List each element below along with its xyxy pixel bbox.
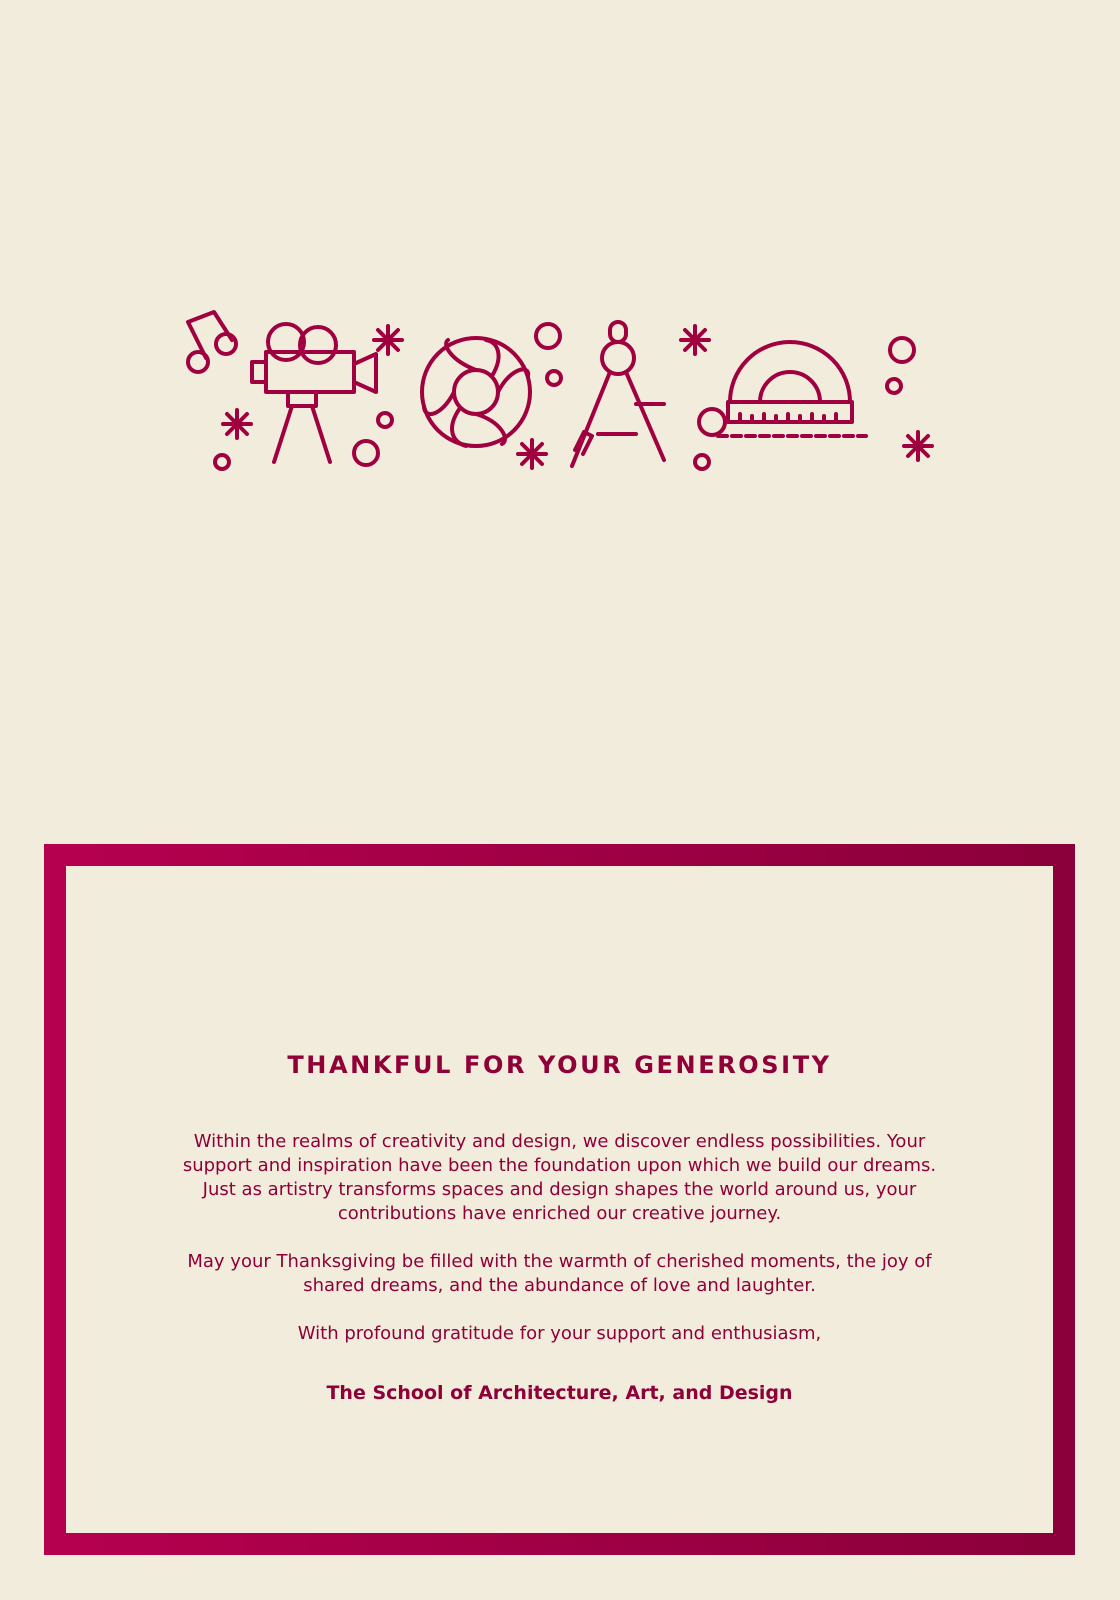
- card-heading: THANKFUL FOR YOUR GENEROSITY: [287, 1051, 832, 1079]
- closing-line: With profound gratitude for your support and enthusiasm,: [297, 1323, 822, 1344]
- protractor-ruler-icon: [718, 342, 866, 436]
- drawing-compass-icon: [572, 322, 664, 466]
- signature: The School of Architecture, Art, and Design: [326, 1382, 793, 1404]
- sparkle-icon: [518, 440, 546, 468]
- sparkle-icon: [223, 410, 251, 438]
- message-paragraph-1: Within the realms of creativity and design, we discover endless possibilities. Your support and inspiration have been the foundation upon which we build our dreams. Just as artistry transforms spaces and design shapes the world around us, your contributions have enriched our creative journey.: [182, 1131, 937, 1224]
- decorative-icon-row: [180, 300, 940, 490]
- sparkle-icon: [681, 326, 709, 354]
- music-note-icon: [188, 312, 236, 372]
- message-card-frame: [44, 844, 1075, 1555]
- sparkle-icon: [374, 326, 402, 354]
- film-camera-icon: [252, 324, 376, 462]
- message-card: [66, 866, 1053, 1533]
- sparkle-icon: [904, 432, 932, 460]
- message-paragraph-2: May your Thanksgiving be filled with the warmth of cherished moments, the joy of shared dreams, and the abundance of love and laughter.: [187, 1251, 932, 1296]
- camera-aperture-icon: [422, 338, 530, 446]
